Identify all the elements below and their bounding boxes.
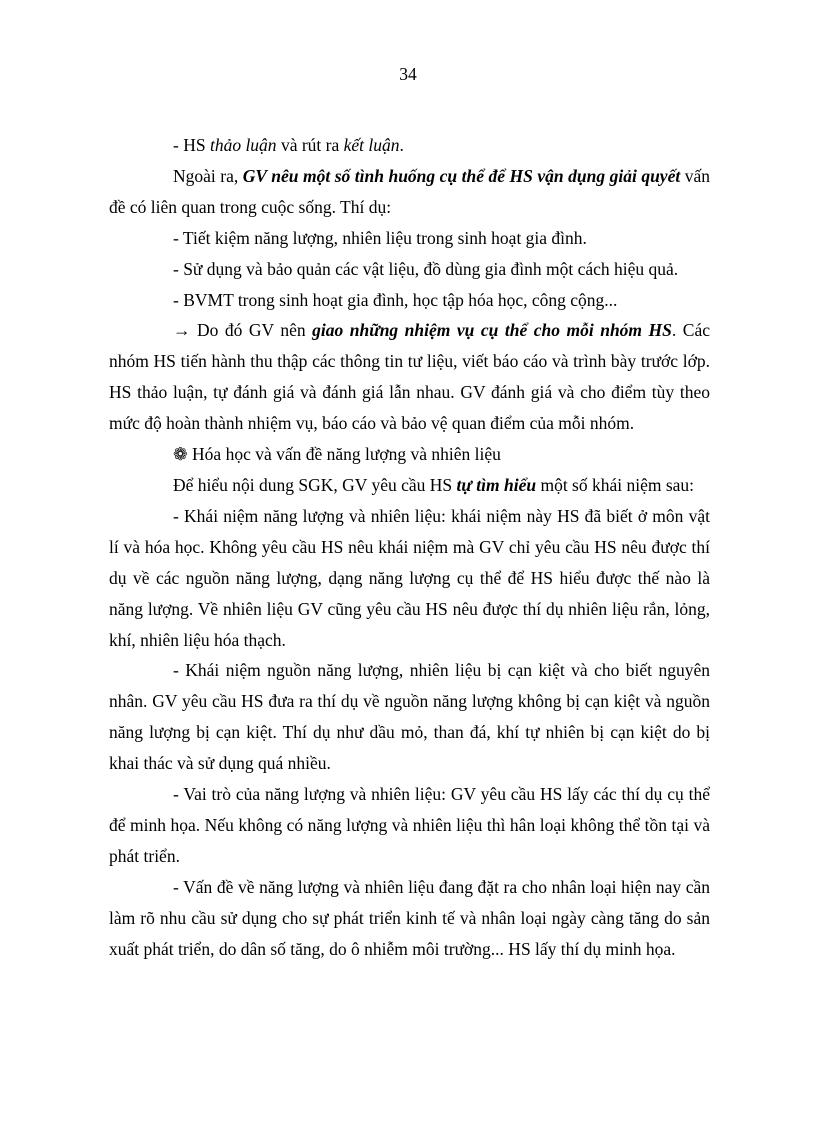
paragraph-10: - Khái niệm nguồn năng lượng, nhiên liệu bị cạn kiệt và cho biết nguyên nhân. GV yêu cầu HS đưa ra thí dụ về nguồn năng lượng không bị cạn kiệt và nguồn năng lượng bị cạn kiệt. Thí dụ như dầu mỏ, than đá, khí tự nhiên bị cạn kiệt do bị khai thác và sử dụng quá nhiều. <box>109 660 710 774</box>
bold-italic-text: tự tìm hiểu <box>456 474 537 495</box>
section-heading-text: Hóa học và vấn đề năng lượng và nhiên liệu <box>187 444 501 465</box>
text-run: → Do đó GV nên <box>173 320 313 341</box>
bold-italic-text: giao những nhiệm vụ cụ thể cho mỗi nhóm HS <box>312 320 672 341</box>
paragraph-1 <box>109 130 710 161</box>
text-run: . <box>399 135 404 155</box>
text-run: - HS <box>173 135 210 155</box>
paragraph-3: - Tiết kiệm năng lượng, nhiên liệu trong sinh hoạt gia đình. <box>173 227 587 248</box>
section-heading <box>109 439 710 470</box>
emphasis-text: kết luận <box>343 135 400 155</box>
body-text <box>109 130 710 964</box>
paragraph-9: - Khái niệm năng lượng và nhiên liệu: khái niệm này HS đã biết ở môn vật lí và hóa học. Không yêu cầu HS nêu khái niệm mà GV chỉ yêu cầu HS nêu được thí dụ về các nguồn năng lượng, dạng năng lượng cụ thể để HS hiểu được thế nào là năng lượng. Về nhiên liệu GV cũng yêu cầu HS nêu được thí dụ nhiên liệu rắn, lỏng, khí, nhiên liệu hóa thạch. <box>109 505 710 650</box>
paragraph-6 <box>109 315 710 439</box>
paragraph-2 <box>109 161 710 223</box>
paragraph-5: - BVMT trong sinh hoạt gia đình, học tập hóa học, công cộng... <box>173 289 618 310</box>
text-run: và rút ra <box>276 135 344 155</box>
page-number: 34 <box>399 64 417 84</box>
bold-italic-text: GV nêu một số tình huống cụ thể để HS vận dụng giải quyết <box>242 165 681 186</box>
paragraph-4: - Sử dụng và bảo quản các vật liệu, đồ dùng gia đình một cách hiệu quả. <box>173 258 679 279</box>
flower-icon: ❁ <box>173 444 188 465</box>
paragraph-11: - Vai trò của năng lượng và nhiên liệu: GV yêu cầu HS lấy các thí dụ cụ thể để minh họa. Nếu không có năng lượng và nhiên liệu thì hân loại không thể tồn tại và phát triển. <box>109 784 710 866</box>
text-run: một số khái niệm sau: <box>536 474 695 495</box>
emphasis-text: thảo luận <box>209 135 277 155</box>
paragraph-8 <box>109 470 710 501</box>
text-run: Để hiểu nội dung SGK, GV yêu cầu HS <box>173 474 457 495</box>
paragraph-12: - Vấn đề về năng lượng và nhiên liệu đang đặt ra cho nhân loại hiện nay cần làm rõ nhu cầu sử dụng cho sự phát triển kinh tế và nhân loại ngày càng tăng do sản xuất phát triển, do dân số tăng, do ô nhiễm môi trường... HS lấy thí dụ minh họa. <box>109 876 710 959</box>
text-run: . Các nhóm HS tiến hành thu thập các thông tin tư liệu, viết báo cáo và trình bày trước lớp. HS thảo luận, tự đánh giá và đánh giá lẫn nhau. GV đánh giá và cho điểm tùy theo mức độ hoàn thành nhiệm vụ, báo cáo và bảo vệ quan điểm của mỗi nhóm. <box>109 320 710 434</box>
text-run: Ngoài ra, <box>173 165 243 186</box>
text-run: vấn đề có liên quan trong cuộc sống. Thí dụ: <box>109 165 710 217</box>
